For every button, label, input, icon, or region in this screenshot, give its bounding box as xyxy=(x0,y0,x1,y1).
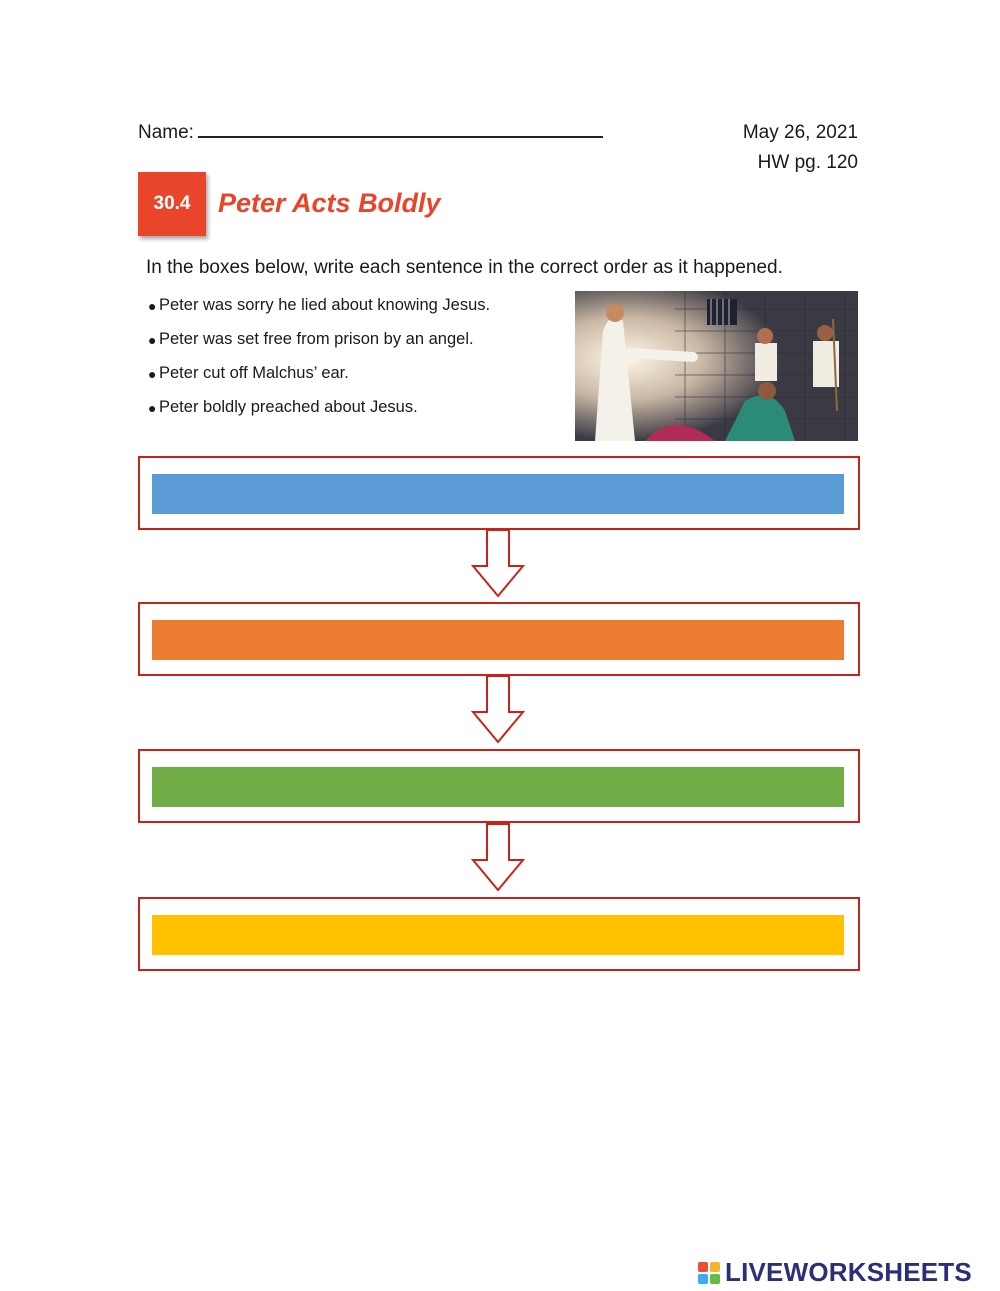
list-item xyxy=(148,330,490,364)
down-arrow-icon xyxy=(470,528,526,600)
answer-input-1[interactable] xyxy=(152,474,844,514)
sentence-text: Peter cut off Malchus’ ear. xyxy=(159,364,349,382)
bullet-icon: ● xyxy=(148,298,157,314)
header-date-block xyxy=(743,118,858,178)
answer-box-1 xyxy=(138,456,860,530)
homework-text: HW pg. 120 xyxy=(757,152,858,173)
sentence-text: Peter was sorry he lied about knowing Jesus. xyxy=(159,296,491,314)
sentence-list xyxy=(148,296,490,432)
bullet-icon: ● xyxy=(148,400,157,416)
answer-box-3 xyxy=(138,749,860,823)
name-label: Name: xyxy=(138,122,194,143)
list-item xyxy=(148,296,490,330)
down-arrow-icon xyxy=(470,674,526,746)
answer-box-4 xyxy=(138,897,860,971)
answer-box-2 xyxy=(138,602,860,676)
answer-input-4[interactable] xyxy=(152,915,844,955)
lesson-number-badge: 30.4 xyxy=(138,172,206,236)
bullet-icon: ● xyxy=(148,332,157,348)
logo-text: LIVEWORKSHEETS xyxy=(725,1257,972,1287)
instructions: In the boxes below, write each sentence in the correct order as it happened. xyxy=(146,257,783,278)
liveworksheets-logo xyxy=(698,1257,972,1288)
answer-input-2[interactable] xyxy=(152,620,844,660)
list-item xyxy=(148,364,490,398)
name-row xyxy=(138,118,603,144)
logo-mark-icon xyxy=(698,1262,720,1284)
answer-input-3[interactable] xyxy=(152,767,844,807)
sentence-text: Peter was set free from prison by an angel. xyxy=(159,330,474,348)
story-illustration xyxy=(575,291,858,441)
sentence-text: Peter boldly preached about Jesus. xyxy=(159,398,418,416)
name-line[interactable] xyxy=(198,118,603,138)
bullet-icon: ● xyxy=(148,366,157,382)
list-item xyxy=(148,398,490,432)
date-text: May 26, 2021 xyxy=(742,122,858,143)
down-arrow-icon xyxy=(470,822,526,894)
lesson-title: Peter Acts Boldly xyxy=(218,188,441,218)
